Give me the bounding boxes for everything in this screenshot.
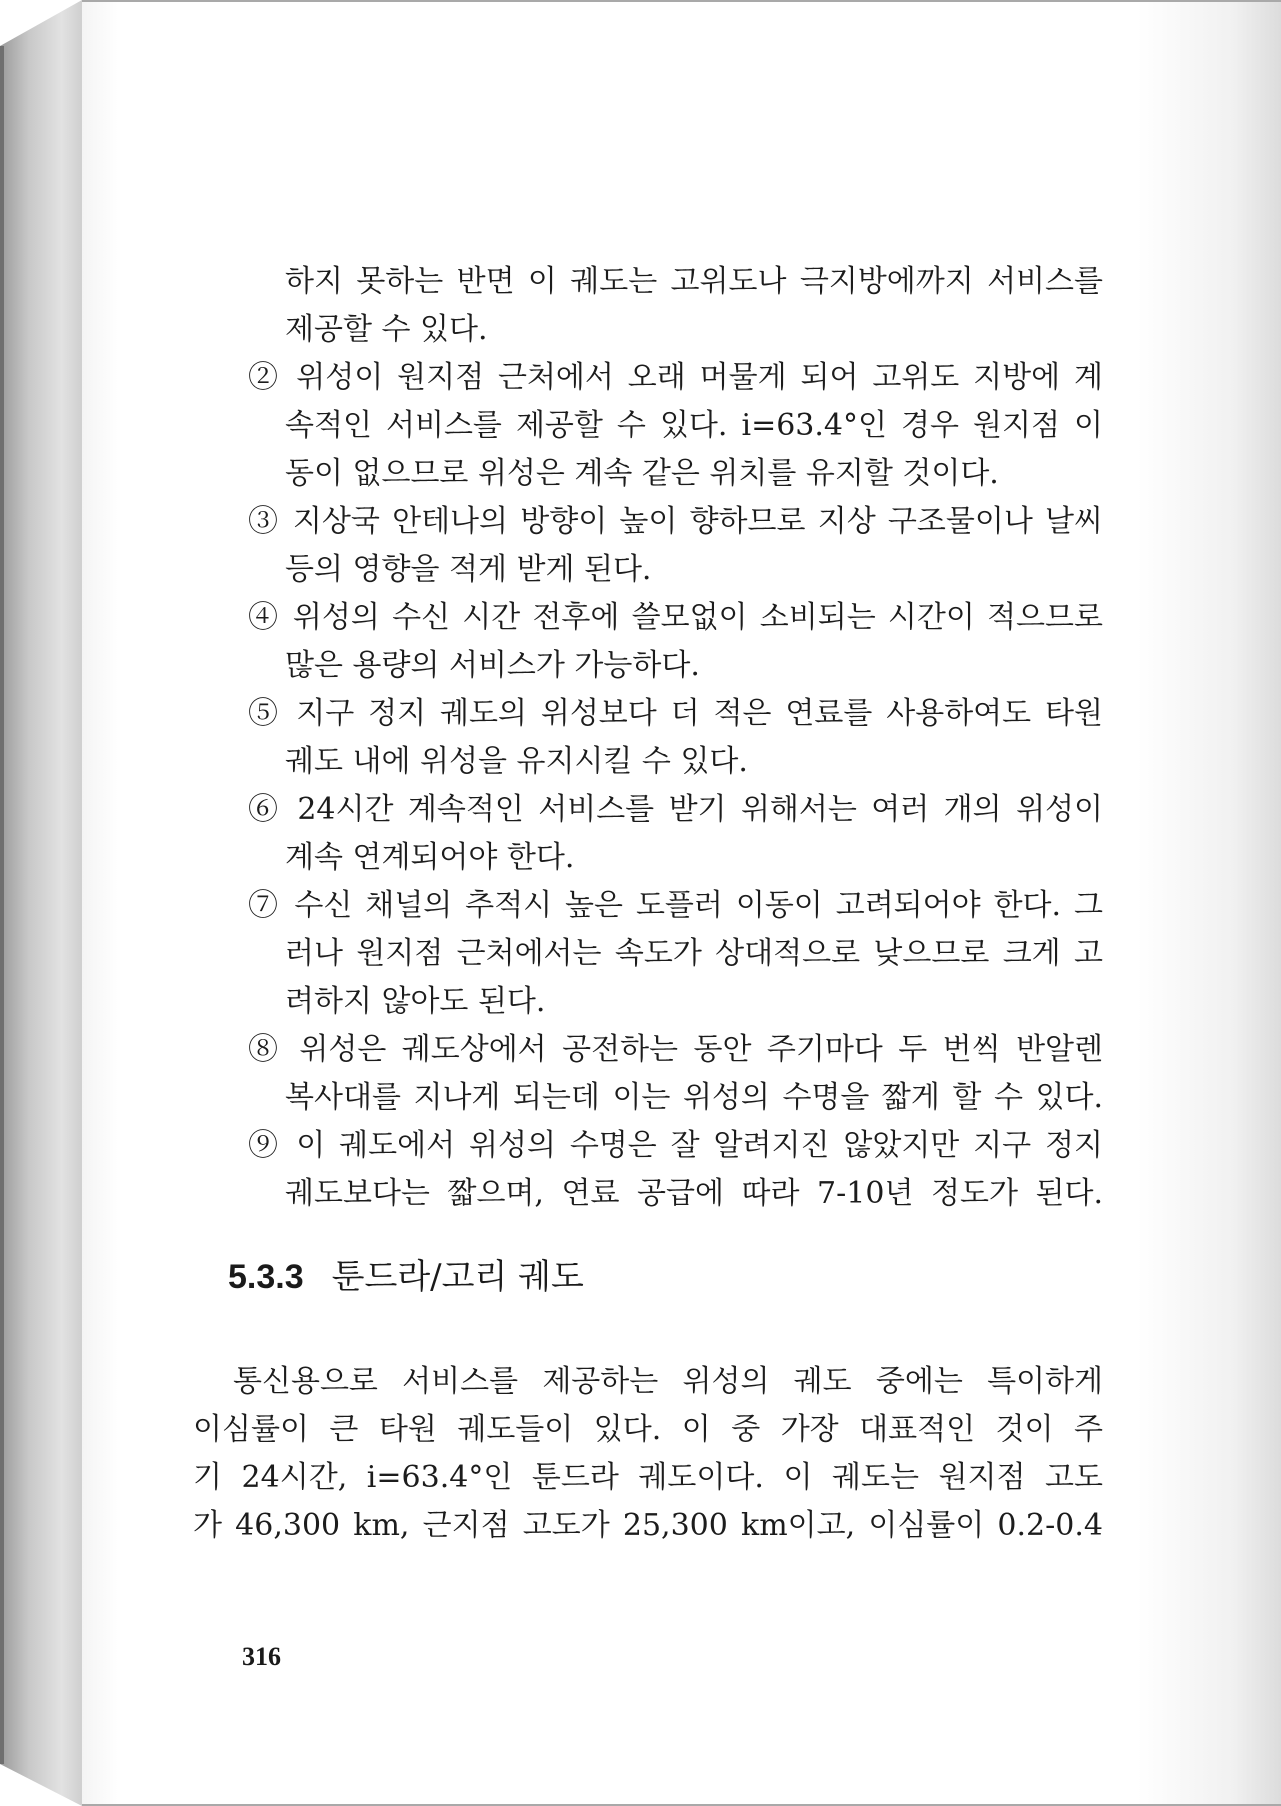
list-item-2-line-2: 속적인 서비스를 제공할 수 있다. i=63.4°인 경우 원지점 이 [285,408,1103,443]
intro-line-1: 하지 못하는 반면 이 궤도는 고위도나 극지방에까지 서비스를 [285,264,1103,299]
paragraph-line-1: 통신용으로 서비스를 제공하는 위성의 궤도 중에는 특이하게 [233,1364,1103,1399]
list-item-8-line-1: ⑧ 위성은 궤도상에서 공전하는 동안 주기마다 두 번씩 반알렌 [248,1032,1104,1067]
list-item-2-line-3: 동이 없으므로 위성은 계속 같은 위치를 유지할 것이다. [285,456,999,491]
section-title: 툰드라/고리 궤도 [331,1257,584,1297]
list-item-5-line-2: 궤도 내에 위성을 유지시킬 수 있다. [285,744,748,779]
intro-line-2: 제공할 수 있다. [285,312,488,347]
item-marker: ③ [248,504,281,539]
list-item-3-line-1: ③ 지상국 안테나의 방향이 높이 향하므로 지상 구조물이나 날씨 [248,504,1103,539]
item-marker: ② [248,360,283,395]
list-item-6-line-2: 계속 연계되어야 한다. [285,840,575,875]
list-item-4-line-1: ④ 위성의 수신 시간 전후에 쓸모없이 소비되는 시간이 적으므로 [248,600,1103,635]
page-number: 316 [242,1642,281,1671]
item-marker: ⑦ [248,888,282,923]
section-number: 5.3.3 [228,1258,304,1296]
item-marker: ⑤ [248,696,283,731]
list-item-6-line-1: ⑥ 24시간 계속적인 서비스를 받기 위해서는 여러 개의 위성이 [248,792,1104,827]
item-marker: ⑥ [248,792,283,827]
list-item-7-line-2: 러나 원지점 근처에서는 속도가 상대적으로 낮으므로 크게 고 [285,936,1103,971]
list-item-9-line-1: ⑨ 이 궤도에서 위성의 수명은 잘 알려지진 않았지만 지구 정지 [248,1128,1104,1163]
list-item-7-line-3: 려하지 않아도 된다. [285,984,546,1019]
list-item-9-line-2: 궤도보다는 짧으며, 연료 공급에 따라 7-10년 정도가 된다. [285,1176,1103,1211]
paragraph-line-2: 이심률이 큰 타원 궤도들이 있다. 이 중 가장 대표적인 것이 주 [193,1412,1103,1447]
list-item-3-line-2: 등의 영향을 적게 받게 된다. [285,552,652,587]
paragraph-line-4: 가 46,300 km, 근지점 고도가 25,300 km이고, 이심률이 0.2-0.4 [193,1508,1103,1543]
list-item-7-line-1: ⑦ 수신 채널의 추적시 높은 도플러 이동이 고려되어야 한다. 그 [248,888,1103,923]
list-item-5-line-1: ⑤ 지구 정지 궤도의 위성보다 더 적은 연료를 사용하여도 타원 [248,696,1104,731]
list-item-4-line-2: 많은 용량의 서비스가 가능하다. [285,648,700,683]
book-spine [0,0,82,1806]
item-marker: ⑨ [248,1128,283,1163]
section-heading [228,1255,584,1299]
spine-edge [0,46,4,1764]
paragraph-line-3: 기 24시간, i=63.4°인 툰드라 궤도이다. 이 궤도는 원지점 고도 [193,1460,1103,1495]
item-marker: ④ [248,600,281,635]
item-marker: ⑧ [248,1032,284,1067]
list-item-2-line-1: ② 위성이 원지점 근처에서 오래 머물게 되어 고위도 지방에 계 [248,360,1104,395]
list-item-8-line-2: 복사대를 지나게 되는데 이는 위성의 수명을 짧게 할 수 있다. [285,1080,1103,1115]
